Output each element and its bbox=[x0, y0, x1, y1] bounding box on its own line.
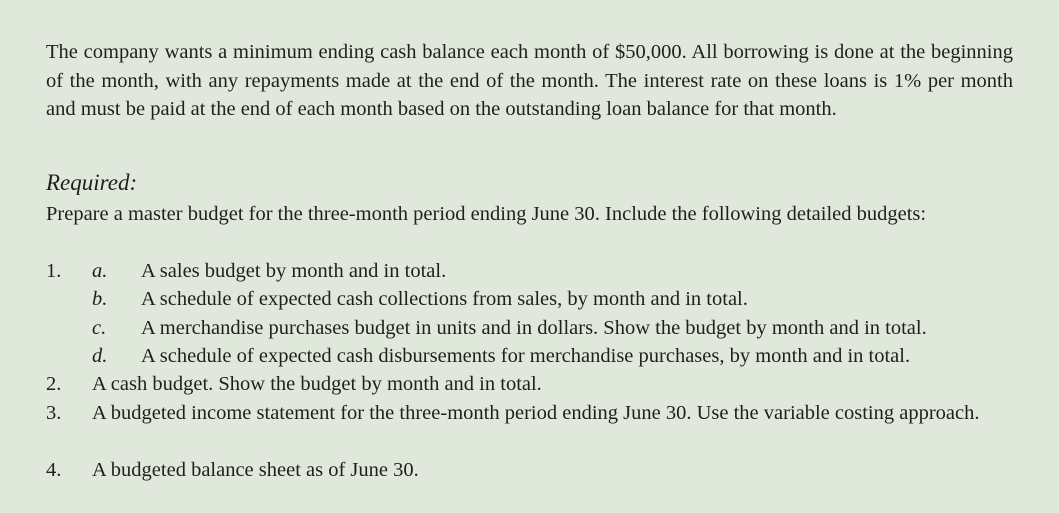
subitem-letter: a. bbox=[92, 260, 108, 282]
subitem-letter: b. bbox=[92, 288, 108, 310]
subitem-text: A schedule of expected cash disbursements for merchandise purchases, by month and in total. bbox=[141, 345, 911, 367]
required-instructions: Prepare a master budget for the three-month period ending June 30. Include the following detailed budgets: bbox=[46, 203, 927, 225]
item-number: 4. bbox=[46, 459, 62, 481]
item-number: 1. bbox=[46, 260, 62, 282]
subitem-text: A merchandise purchases budget in units and in dollars. Show the budget by month and in total. bbox=[141, 317, 927, 339]
item-number: 2. bbox=[46, 373, 62, 395]
item-number: 3. bbox=[46, 402, 62, 424]
required-heading: Required: bbox=[46, 170, 138, 195]
subitem-letter: d. bbox=[92, 345, 108, 367]
item-text: A cash budget. Show the budget by month and in total. bbox=[92, 373, 542, 395]
item-text: A budgeted balance sheet as of June 30. bbox=[92, 459, 419, 481]
intro-paragraph: The company wants a minimum ending cash balance each month of $50,000. All borrowing is done at the beginning of the month, with any repayments made at the end of the month. The interest rate on these loans is 1% per month and must be paid at the end of each month based on the outstanding loan balance for that month. bbox=[46, 41, 1013, 120]
item-text: A budgeted income statement for the three-month period ending June 30. Use the variable costing approach. bbox=[92, 402, 980, 424]
subitem-text: A schedule of expected cash collections from sales, by month and in total. bbox=[141, 288, 748, 310]
subitem-text: A sales budget by month and in total. bbox=[141, 260, 447, 282]
subitem-letter: c. bbox=[92, 317, 107, 339]
